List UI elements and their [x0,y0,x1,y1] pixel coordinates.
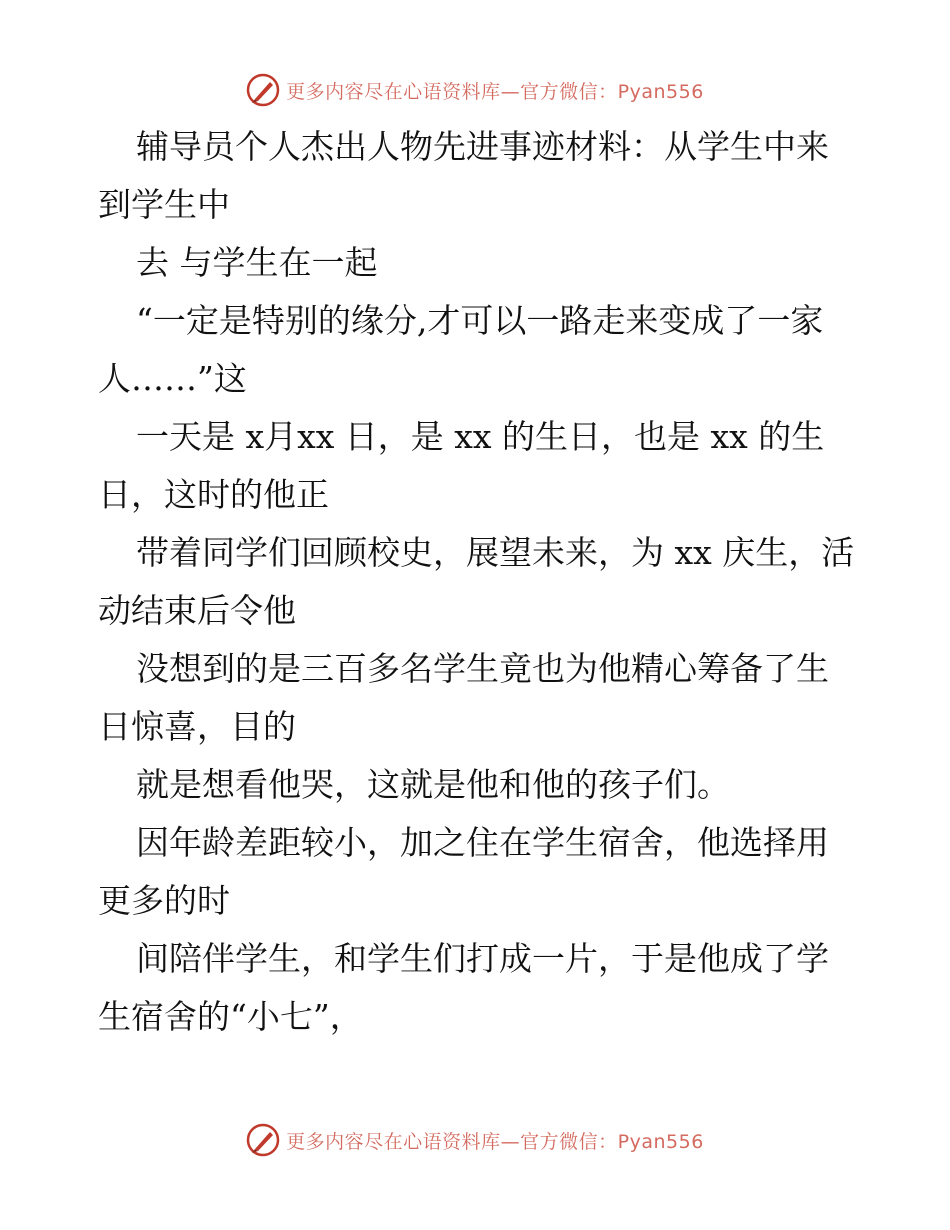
quill-pen-logo-icon [246,1123,280,1157]
paragraph: 因年龄差距较小，加之住在学生宿舍，他选择用更多的时 [98,823,829,920]
quill-pen-logo-icon [246,73,280,107]
document-body [98,118,858,1046]
paragraph: “一定是特别的缘分,才可以一路走来变成了一家人……”这 [98,301,824,398]
header-banner [0,70,950,110]
paragraph: 没想到的是三百多名学生竟也为他精心筹备了生日惊喜，目的 [98,649,829,746]
footer-banner-text: 更多内容尽在心语资料库—官方微信：Pyan556 [286,1130,704,1153]
paragraph: 带着同学们回顾校史，展望未来，为 xx 庆生，活动结束后令他 [98,533,855,630]
paragraph: 去 与学生在一起 [136,243,378,282]
header-banner-text: 更多内容尽在心语资料库—官方微信：Pyan556 [286,80,704,103]
footer-banner [0,1120,950,1160]
paragraph: 一天是 x月xx 日，是 xx 的生日，也是 xx 的生日，这时的他正 [98,417,825,514]
paragraph: 辅导员个人杰出人物先进事迹材料：从学生中来到学生中 [98,127,829,224]
paragraph: 就是想看他哭，这就是他和他的孩子们。 [136,765,730,804]
paragraph: 间陪伴学生，和学生们打成一片，于是他成了学生宿舍的“小七”， [98,939,829,1036]
